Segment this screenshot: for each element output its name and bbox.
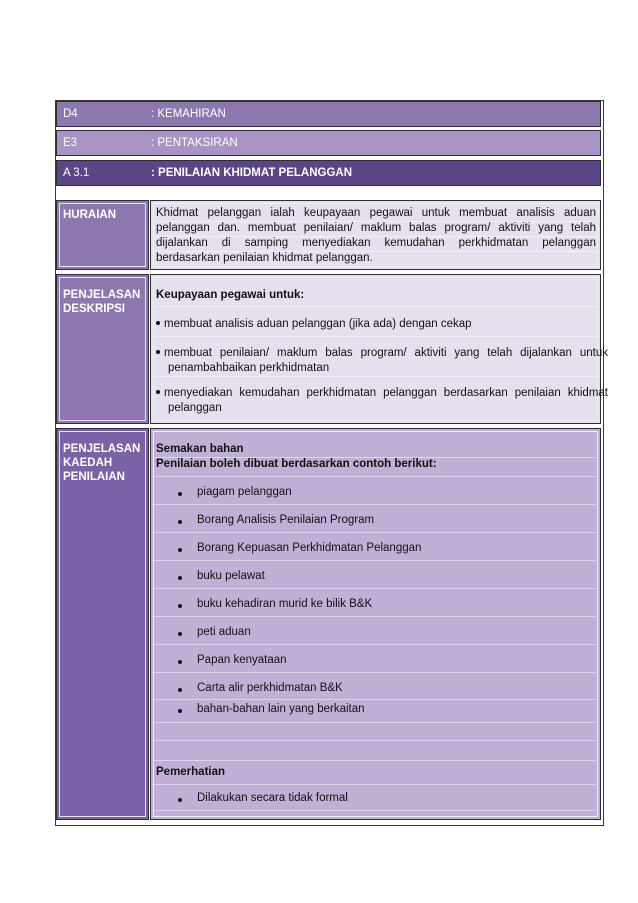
kaedah-item-text: buku pelawat [197,570,265,582]
deskripsi-item [156,386,608,416]
bullet-icon [178,632,182,636]
kaedah-item-text: bahan-bahan lain yang berkaitan [197,703,365,715]
kaedah-label-line2: KAEDAH [63,457,113,469]
kaedah-heading-penilaian: Penilaian boleh dibuat berdasarkan contoh berikut: [156,458,437,470]
huraian-content-cell [150,200,601,270]
deskripsi-item [156,346,608,376]
huraian-text: Khidmat pelanggan ialah keupayaan pegawai untuk membuat analisis aduan pelanggan dan. membuat penilaian/ maklum balas program/ aktiviti yang telah dijalankan di samping menyediakan kemudahan perkhidmatan pelanggan berdasarkan penilaian khidmat pelanggan. [156,207,596,264]
deskripsi-item-text: membuat analisis aduan pelanggan (jika ada) dengan cekap [164,318,472,330]
deskripsi-label-cell [56,274,149,424]
deskripsi-item-text: menyediakan kemudahan perkhidmatan pelanggan berdasarkan penilaian khidmat pelanggan [164,387,608,414]
bullet-icon [178,798,182,802]
header-penilaian-khidmat [56,160,601,186]
kaedah-item-text: Papan kenyataan [197,654,287,666]
bullet-icon [156,321,160,325]
bullet-icon [178,548,182,552]
header-title: : PENTAKSIRAN [151,137,238,149]
kaedah-item-text: peti aduan [197,626,251,638]
deskripsi-label-line1: PENJELASAN [63,289,141,301]
bullet-icon [178,660,182,664]
kaedah-item-text: Borang Kepuasan Perkhidmatan Pelanggan [197,542,422,554]
deskripsi-item-text: membuat penilaian/ maklum balas program/ aktiviti yang telah dijalankan untuk penambahbaikan perkhidmatan [164,347,608,374]
bullet-icon [156,390,160,394]
kaedah-label-line3: PENILAIAN [63,471,125,483]
kaedah-item-text: Carta alir perkhidmatan B&K [197,682,343,694]
kaedah-label-line1: PENJELASAN [63,443,141,455]
bullet-icon [178,520,182,524]
pemerhatian-item-text: Dilakukan secara tidak formal [197,792,348,804]
kaedah-item-text: Borang Analisis Penilaian Program [197,514,375,526]
deskripsi-item [156,318,596,330]
header-title: : KEMAHIRAN [151,108,226,120]
huraian-label: HURAIAN [63,209,117,221]
bullet-icon [178,709,182,713]
deskripsi-label-line2: DESKRIPSI [63,303,125,315]
header-code: D4 [63,108,78,120]
header-code: E3 [63,137,78,149]
kaedah-heading-pemerhatian: Pemerhatian [156,766,226,778]
huraian-label-cell [56,200,149,270]
kaedah-label-cell [56,428,149,820]
header-pentaksiran [56,130,601,156]
bullet-icon [178,576,182,580]
header-kemahiran [56,101,601,127]
deskripsi-content-cell [150,274,608,424]
bullet-icon [178,604,182,608]
header-title: : PENILAIAN KHIDMAT PELANGGAN [151,167,353,179]
header-code: A 3.1 [63,167,90,179]
kaedah-item-text: piagam pelanggan [197,486,292,498]
bullet-icon [156,350,160,354]
kaedah-item-text: buku kehadiran murid ke bilik B&K [197,598,373,610]
deskripsi-heading: Keupayaan pegawai untuk: [156,289,305,301]
bullet-icon [178,492,182,496]
bullet-icon [178,688,182,692]
kaedah-heading-semakan: Semakan bahan [156,443,244,455]
